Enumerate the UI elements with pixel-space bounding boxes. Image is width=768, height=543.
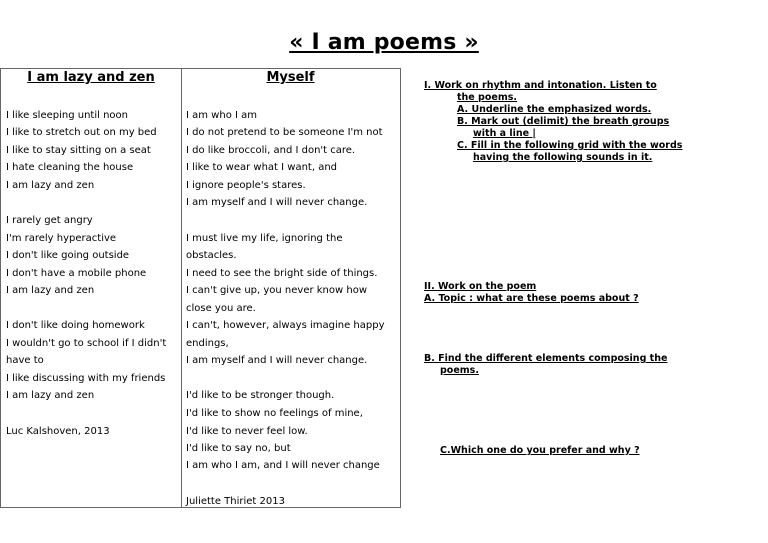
poem-line: I must live my life, ignoring the [186,233,343,244]
poem-column-myself [181,69,400,507]
poem-line: I'd like to show no feelings of mine, [186,408,363,419]
poem-line: I like sleeping until noon [6,110,128,121]
task-elements: B. Find the different elements composing the [424,353,668,364]
poem-line: I like to wear what I want, and [186,162,338,173]
poem-line: I am myself and I will never change. [186,197,368,208]
task-topic: A. Topic : what are these poems about ? [424,293,639,304]
poem-line: I am lazy and zen [6,180,95,191]
poem-line: I am who I am, and I will never change [186,460,380,471]
poem-line: I'd like to never feel low. [186,426,308,437]
poem-line: I like discussing with my friends [6,373,166,384]
task-heading-rhythm-cont: the poems. [457,92,517,103]
poem-line: I am myself and I will never change. [186,355,368,366]
poem-line: I rarely get angry [6,215,93,226]
poem-line: I am lazy and zen [6,285,95,296]
poem-line: I don't have a mobile phone [6,268,147,279]
task-grid: C. Fill in the following grid with the words [457,140,683,151]
poem-line: I am lazy and zen [6,390,95,401]
poem-author: Juliette Thiriet 2013 [186,496,285,507]
task-underline: A. Underline the emphasized words. [457,104,652,115]
poem-line: I am who I am [186,110,257,121]
poem-line: obstacles. [186,250,237,261]
task-breath-groups: B. Mark out (delimit) the breath groups [457,116,670,127]
poem-title: I am lazy and zen [27,70,155,85]
poem-line: close you are. [186,303,256,314]
poem-line: I can't, however, always imagine happy [186,320,385,331]
poem-line: I like to stretch out on my bed [6,127,157,138]
page-title: « I am poems » [289,30,479,55]
poem-line: I can't give up, you never know how [186,285,368,296]
poem-line: I hate cleaning the house [6,162,134,173]
poem-line: I need to see the bright side of things. [186,268,378,279]
poem-column-lazy-and-zen [1,69,182,507]
poem-line: I ignore people's stares. [186,180,306,191]
poem-line: I do like broccoli, and I don't care. [186,145,356,156]
task-grid-cont: having the following sounds in it. [473,152,653,163]
poem-line: I'd like to be stronger though. [186,390,335,401]
task-heading-rhythm: I. Work on rhythm and intonation. Listen to [424,80,657,91]
poem-line: I do not pretend to be someone I'm not [186,127,383,138]
poem-table [0,68,401,508]
poem-line: I don't like going outside [6,250,130,261]
poem-line: endings, [186,338,229,349]
poem-line: have to [6,355,44,366]
task-breath-groups-cont: with a line | [473,128,536,139]
task-elements-cont: poems. [440,365,479,376]
poem-line: I'd like to say no, but [186,443,291,454]
poem-author: Luc Kalshoven, 2013 [6,426,110,437]
poem-line: I like to stay sitting on a seat [6,145,151,156]
task-prefer: C.Which one do you prefer and why ? [440,445,640,456]
task-heading-poem: II. Work on the poem [424,281,537,292]
poem-title: Myself [266,70,315,85]
poem-line: I wouldn't go to school if I didn't [6,338,167,349]
poem-line: I don't like doing homework [6,320,145,331]
poem-line: I'm rarely hyperactive [6,233,117,244]
